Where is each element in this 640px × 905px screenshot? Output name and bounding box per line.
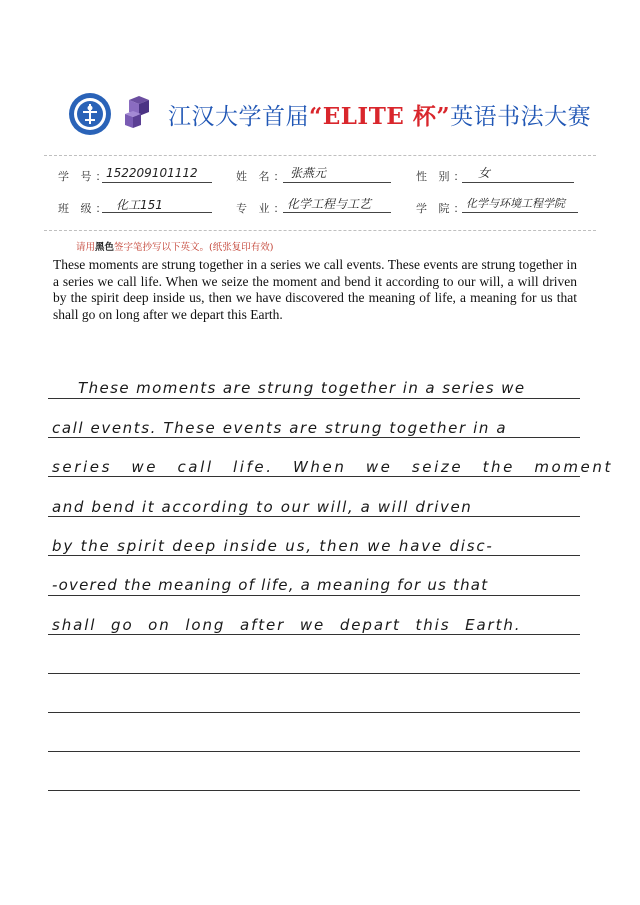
major-value: 化学工程与工艺 — [287, 197, 372, 211]
instruction-strong: 黑色 — [95, 242, 115, 253]
writing-line — [48, 673, 580, 674]
handwriting-line: -overed the meaning of life, a meaning for us that — [52, 576, 489, 594]
name-value-wrap — [290, 164, 326, 181]
handwriting-line: series we call life. When we seize the moment — [52, 458, 613, 476]
college-value: 化学与环境工程学院 — [466, 197, 565, 210]
major-underline — [283, 212, 391, 213]
student-id-value-wrap — [106, 166, 198, 180]
college-field — [416, 200, 469, 216]
name-field — [236, 168, 289, 184]
gender-label: 性 别： — [416, 170, 469, 183]
handwriting-line: shall go on long after we depart this Earth. — [52, 616, 522, 634]
gender-value-wrap — [478, 164, 490, 181]
writing-line — [48, 437, 580, 438]
writing-line — [48, 712, 580, 713]
college-value-wrap — [466, 195, 565, 211]
elite-logo-icon — [121, 96, 155, 132]
college-label: 学 院： — [416, 202, 469, 215]
student-id-label: 学 号： — [58, 170, 111, 183]
title-prefix: 江汉大学首届 — [168, 104, 309, 130]
title-suffix: 英语书法大赛 — [450, 104, 592, 130]
instruction-pre: 请用 — [76, 242, 96, 253]
writing-line — [48, 516, 580, 517]
major-field — [236, 200, 289, 216]
name-value: 张燕元 — [290, 166, 327, 180]
writing-line — [48, 595, 580, 596]
divider-bottom — [44, 230, 596, 231]
writing-line — [48, 398, 580, 399]
handwriting-line: and bend it according to our will, a will driven — [52, 498, 473, 516]
writing-line — [48, 555, 580, 556]
college-underline — [462, 212, 578, 213]
instruction — [76, 239, 273, 253]
writing-line — [48, 790, 580, 791]
handwriting-line: These moments are strung together in a series we — [78, 379, 526, 397]
source-passage: These moments are strung together in a series we call events. These events are strung together in a series we call life. When we seize the moment and bend it according to our will, a will driven by the spirit deep inside us, then we have discovered the meaning of life, a meaning for us that shall go on long after we depart this Earth. — [53, 257, 577, 322]
class-underline — [102, 212, 212, 213]
writing-line — [48, 476, 580, 477]
gender-field — [416, 168, 469, 184]
divider-top — [44, 155, 596, 156]
gender-value: 女 — [478, 166, 491, 180]
class-value-wrap — [116, 196, 163, 213]
class-field — [58, 200, 111, 216]
title-highlight: “ELITE 杯” — [309, 103, 451, 130]
handwriting-line: call events. These events are strung together in a — [52, 419, 508, 437]
header — [0, 88, 640, 144]
name-underline — [283, 182, 391, 183]
major-label: 专 业： — [236, 202, 289, 215]
major-value-wrap — [287, 195, 371, 212]
gender-underline — [462, 182, 574, 183]
writing-line — [48, 634, 580, 635]
instruction-post: 签字笔抄写以下英文。(纸张复印有效) — [114, 242, 274, 253]
name-label: 姓 名： — [236, 170, 289, 183]
class-label: 班 级： — [58, 202, 111, 215]
student-id-value: 152209101112 — [106, 166, 198, 180]
handwriting-line: by the spirit deep inside us, then we have disc- — [52, 537, 494, 555]
student-id-underline — [102, 182, 212, 183]
page-title — [168, 98, 591, 131]
university-logo-icon — [68, 92, 112, 136]
class-value: 化工151 — [116, 198, 163, 212]
writing-line — [48, 751, 580, 752]
